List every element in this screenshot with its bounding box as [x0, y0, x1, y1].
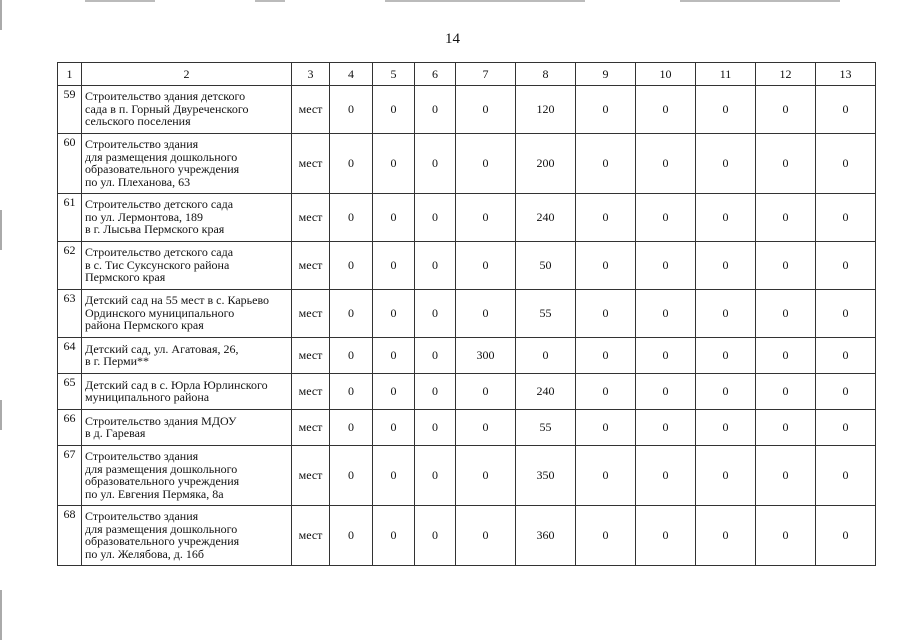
value-cell-col-5: 0 [373, 338, 415, 374]
value-cell-col-13: 0 [816, 410, 876, 446]
object-name [82, 506, 292, 566]
value-cell-col-5: 0 [373, 374, 415, 410]
value-cell-col-4: 0 [330, 410, 373, 446]
column-header-8: 8 [516, 63, 576, 86]
value-cell-col-10: 0 [636, 134, 696, 194]
value-cell-col-4: 0 [330, 506, 373, 566]
object-name-line: Детский сад на 55 мест в с. Карьево [85, 293, 270, 308]
object-name-line: района Пермского края [85, 318, 204, 333]
column-header-3: 3 [292, 63, 330, 86]
object-name-line: Строительство здания [85, 509, 199, 523]
value-cell-col-4: 0 [330, 338, 373, 374]
object-name [82, 338, 292, 374]
top-scan-marks [0, 0, 905, 4]
value-cell-col-5: 0 [373, 242, 415, 290]
object-name-line: в д. Гаревая [85, 426, 146, 440]
table-row [58, 410, 876, 446]
value-cell-col-4: 0 [330, 242, 373, 290]
value-cell-col-7: 0 [456, 446, 516, 506]
row-number: 67 [58, 446, 82, 506]
value-cell-col-6: 0 [415, 86, 456, 134]
value-cell-col-11: 0 [696, 290, 756, 338]
value-cell-col-12: 0 [756, 410, 816, 446]
value-cell-col-9: 0 [576, 410, 636, 446]
value-cell-col-11: 0 [696, 194, 756, 242]
value-cell-col-9: 0 [576, 290, 636, 338]
value-cell-col-6: 0 [415, 242, 456, 290]
value-cell-col-10: 0 [636, 194, 696, 242]
value-cell-col-12: 0 [756, 290, 816, 338]
value-cell-col-8: 240 [516, 374, 576, 410]
value-cell-col-9: 0 [576, 338, 636, 374]
row-number: 59 [58, 86, 82, 134]
value-cell-col-5: 0 [373, 86, 415, 134]
column-header-6: 6 [415, 63, 456, 86]
value-cell-col-11: 0 [696, 374, 756, 410]
object-name [82, 134, 292, 194]
value-cell-col-9: 0 [576, 242, 636, 290]
value-cell-col-13: 0 [816, 506, 876, 566]
table-row [58, 134, 876, 194]
object-name-line: Ординского муниципального [85, 305, 235, 320]
value-cell-col-7: 0 [456, 86, 516, 134]
object-name-line: Строительство детского сада [85, 245, 234, 260]
value-cell-col-4: 0 [330, 194, 373, 242]
value-cell-col-5: 0 [373, 194, 415, 242]
value-cell-col-7: 0 [456, 134, 516, 194]
object-name [82, 86, 292, 134]
object-name-line: сада в п. Горный Двуреченского [85, 101, 249, 116]
column-header-5: 5 [373, 63, 415, 86]
value-cell-col-10: 0 [636, 374, 696, 410]
object-name-line: Строительство здания [85, 137, 199, 151]
page-number: 14 [445, 31, 460, 47]
object-name-line: Детский сад, ул. Агатовая, 26, [85, 341, 239, 356]
value-cell-col-11: 0 [696, 242, 756, 290]
value-cell-col-11: 0 [696, 446, 756, 506]
value-cell-col-8: 240 [516, 194, 576, 242]
value-cell-col-13: 0 [816, 290, 876, 338]
value-cell-col-7: 300 [456, 338, 516, 374]
object-name-line: сельского поселения [85, 114, 191, 129]
table-row [58, 242, 876, 290]
value-cell-col-13: 0 [816, 242, 876, 290]
data-table [57, 62, 876, 566]
object-name-line: образовательного учреждения [85, 534, 240, 548]
column-header-10: 10 [636, 63, 696, 86]
value-cell-col-8: 50 [516, 242, 576, 290]
value-cell-col-13: 0 [816, 86, 876, 134]
value-cell-col-7: 0 [456, 374, 516, 410]
value-cell-col-8: 55 [516, 410, 576, 446]
value-cell-col-6: 0 [415, 410, 456, 446]
unit-cell: мест [292, 374, 330, 410]
value-cell-col-12: 0 [756, 242, 816, 290]
value-cell-col-6: 0 [415, 194, 456, 242]
value-cell-col-10: 0 [636, 242, 696, 290]
table-row [58, 506, 876, 566]
value-cell-col-12: 0 [756, 506, 816, 566]
object-name-line: Строительство здания детского [85, 89, 246, 104]
value-cell-col-9: 0 [576, 134, 636, 194]
value-cell-col-6: 0 [415, 446, 456, 506]
value-cell-col-11: 0 [696, 338, 756, 374]
value-cell-col-13: 0 [816, 374, 876, 410]
value-cell-col-6: 0 [415, 506, 456, 566]
value-cell-col-7: 0 [456, 242, 516, 290]
value-cell-col-9: 0 [576, 86, 636, 134]
column-header-4: 4 [330, 63, 373, 86]
value-cell-col-11: 0 [696, 506, 756, 566]
object-name-line: в г. Перми** [85, 354, 150, 368]
value-cell-col-8: 350 [516, 446, 576, 506]
value-cell-col-9: 0 [576, 446, 636, 506]
value-cell-col-10: 0 [636, 86, 696, 134]
value-cell-col-5: 0 [373, 506, 415, 566]
object-name [82, 410, 292, 446]
table-row [58, 194, 876, 242]
value-cell-col-12: 0 [756, 338, 816, 374]
object-name-line: по ул. Евгения Пермяка, 8а [85, 486, 224, 501]
column-header-1: 1 [58, 63, 82, 86]
row-number: 68 [58, 506, 82, 566]
object-name-line: для размещения дошкольного [85, 461, 238, 476]
value-cell-col-9: 0 [576, 506, 636, 566]
value-cell-col-9: 0 [576, 374, 636, 410]
object-name-line: в г. Лысьва Пермского края [85, 222, 225, 237]
value-cell-col-11: 0 [696, 134, 756, 194]
value-cell-col-8: 55 [516, 290, 576, 338]
value-cell-col-8: 0 [516, 338, 576, 374]
value-cell-col-6: 0 [415, 374, 456, 410]
column-header-11: 11 [696, 63, 756, 86]
unit-cell: мест [292, 446, 330, 506]
table-row [58, 374, 876, 410]
column-header-7: 7 [456, 63, 516, 86]
object-name [82, 446, 292, 506]
object-name-line: образовательного учреждения [85, 474, 240, 488]
column-header-2: 2 [82, 63, 292, 86]
object-name-line: Строительство здания МДОУ [85, 413, 237, 428]
value-cell-col-13: 0 [816, 446, 876, 506]
value-cell-col-4: 0 [330, 86, 373, 134]
value-cell-col-5: 0 [373, 290, 415, 338]
row-number: 64 [58, 338, 82, 374]
value-cell-col-5: 0 [373, 134, 415, 194]
object-name-line: в с. Тис Суксунского района [85, 257, 230, 272]
object-name-line: по ул. Желябова, д. 16б [85, 546, 205, 561]
value-cell-col-12: 0 [756, 374, 816, 410]
table-row [58, 338, 876, 374]
value-cell-col-8: 360 [516, 506, 576, 566]
value-cell-col-9: 0 [576, 194, 636, 242]
row-number: 63 [58, 290, 82, 338]
object-name-line: Пермского края [85, 270, 166, 285]
column-header-13: 13 [816, 63, 876, 86]
object-name-line: по ул. Лермонтова, 189 [85, 209, 204, 224]
unit-cell: мест [292, 134, 330, 194]
column-header-12: 12 [756, 63, 816, 86]
object-name-line: Строительство здания [85, 449, 199, 463]
row-number: 66 [58, 410, 82, 446]
value-cell-col-12: 0 [756, 86, 816, 134]
value-cell-col-6: 0 [415, 134, 456, 194]
value-cell-col-13: 0 [816, 338, 876, 374]
value-cell-col-10: 0 [636, 338, 696, 374]
object-name-line: муниципального района [85, 390, 210, 404]
table-row [58, 290, 876, 338]
value-cell-col-12: 0 [756, 134, 816, 194]
value-cell-col-13: 0 [816, 134, 876, 194]
object-name-line: образовательного учреждения [85, 162, 240, 176]
object-name [82, 374, 292, 410]
value-cell-col-11: 0 [696, 86, 756, 134]
object-name-line: Детский сад в с. Юрла Юрлинского [85, 377, 268, 392]
object-name [82, 290, 292, 338]
value-cell-col-10: 0 [636, 506, 696, 566]
unit-cell: мест [292, 242, 330, 290]
unit-cell: мест [292, 338, 330, 374]
value-cell-col-4: 0 [330, 374, 373, 410]
value-cell-col-12: 0 [756, 446, 816, 506]
value-cell-col-7: 0 [456, 290, 516, 338]
unit-cell: мест [292, 290, 330, 338]
value-cell-col-11: 0 [696, 410, 756, 446]
value-cell-col-4: 0 [330, 134, 373, 194]
value-cell-col-6: 0 [415, 290, 456, 338]
row-number: 61 [58, 194, 82, 242]
unit-cell: мест [292, 506, 330, 566]
value-cell-col-8: 200 [516, 134, 576, 194]
value-cell-col-10: 0 [636, 290, 696, 338]
value-cell-col-8: 120 [516, 86, 576, 134]
value-cell-col-7: 0 [456, 194, 516, 242]
table-row [58, 86, 876, 134]
value-cell-col-10: 0 [636, 410, 696, 446]
row-number: 62 [58, 242, 82, 290]
unit-cell: мест [292, 410, 330, 446]
value-cell-col-7: 0 [456, 410, 516, 446]
value-cell-col-6: 0 [415, 338, 456, 374]
value-cell-col-4: 0 [330, 446, 373, 506]
column-header-9: 9 [576, 63, 636, 86]
row-number: 60 [58, 134, 82, 194]
left-scan-edge [0, 0, 3, 640]
value-cell-col-10: 0 [636, 446, 696, 506]
object-name [82, 242, 292, 290]
row-number: 65 [58, 374, 82, 410]
object-name-line: по ул. Плеханова, 63 [85, 174, 191, 189]
unit-cell: мест [292, 86, 330, 134]
object-name-line: для размещения дошкольного [85, 149, 238, 164]
header-row [58, 63, 876, 86]
value-cell-col-5: 0 [373, 446, 415, 506]
table-body [58, 86, 876, 566]
unit-cell: мест [292, 194, 330, 242]
object-name [82, 194, 292, 242]
value-cell-col-12: 0 [756, 194, 816, 242]
object-name-line: Строительство детского сада [85, 197, 234, 212]
value-cell-col-13: 0 [816, 194, 876, 242]
value-cell-col-7: 0 [456, 506, 516, 566]
table-row [58, 446, 876, 506]
value-cell-col-5: 0 [373, 410, 415, 446]
object-name-line: для размещения дошкольного [85, 521, 238, 536]
value-cell-col-4: 0 [330, 290, 373, 338]
